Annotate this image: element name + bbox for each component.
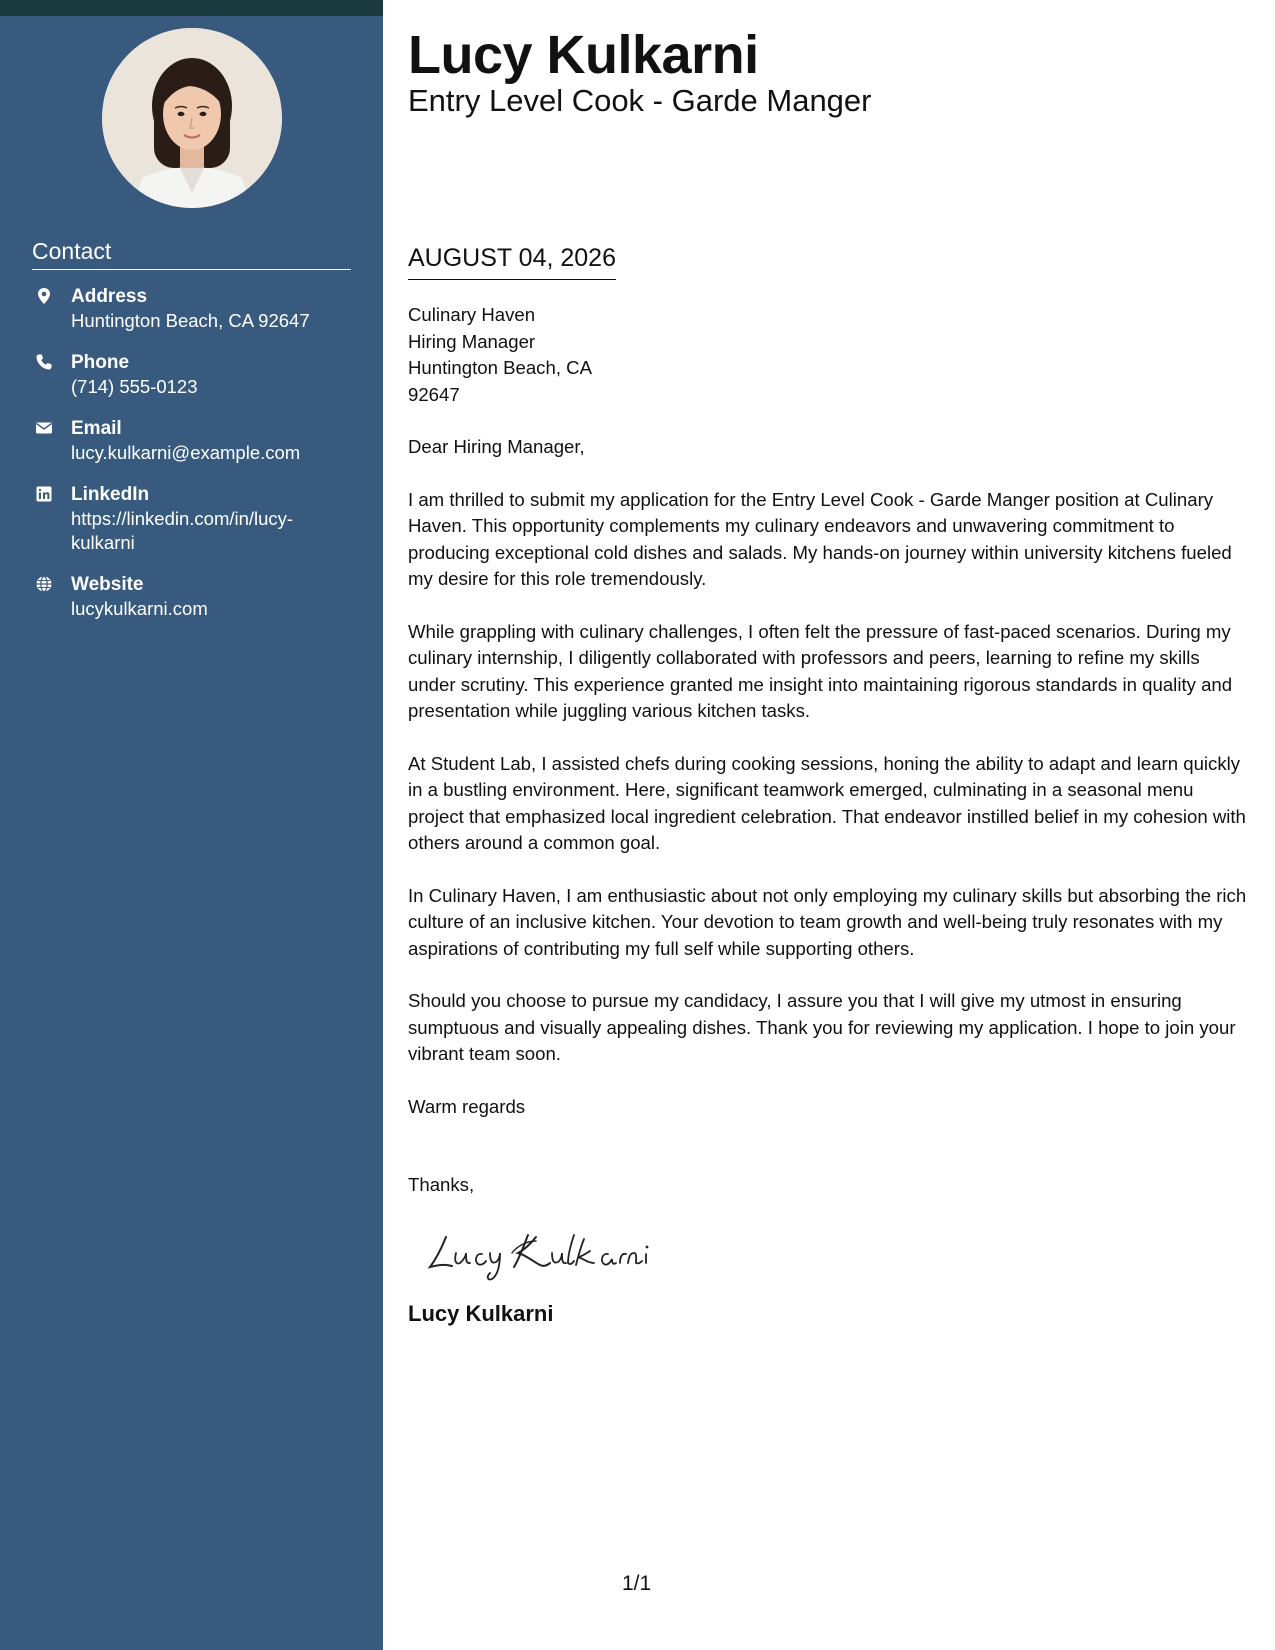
letter-paragraph: Should you choose to pursue my candidacy, I assure you that I will give my utmost in ensuring sumptuous and visually appealing dishes. Thank you for reviewing my application. I hope to join your vibrant team soon. — [408, 990, 1236, 1064]
contact-label: Phone — [71, 352, 130, 373]
avatar — [102, 28, 282, 208]
contact-list — [32, 284, 352, 638]
phone-icon — [35, 353, 53, 371]
closing: Warm regards — [408, 1095, 526, 1117]
contact-label: Email — [71, 418, 122, 439]
contact-value[interactable]: https://linkedin.com/in/lucy-kulkarni — [71, 508, 294, 553]
letter-paragraph: I am thrilled to submit my application for the Entry Level Cook - Garde Manger position at Culinary Haven. This opportunity complements my culinary endeavors and unwavering commitment to producing exceptional cold dishes and salads. My hands-on journey within university kitchens fueled my desire for this role tremendously. — [408, 488, 1232, 589]
salutation: Dear Hiring Manager, — [408, 436, 585, 457]
contact-item-website — [32, 572, 352, 621]
contact-item-address — [32, 284, 352, 333]
letter-paragraph: At Student Lab, I assisted chefs during cooking sessions, honing the ability to adapt and learn quickly in a bustling environment. Here, significant teamwork emerged, culminating in a seasonal menu project that emphasized local ingredient celebration. That endeavor instilled belief in my cohesion with others around a common goal. — [408, 752, 1246, 853]
signer-name: Lucy Kulkarni — [408, 1300, 554, 1326]
letter-paragraph: In Culinary Haven, I am enthusiastic about not only employing my culinary skills but absorbing the rich culture of an inclusive kitchen. Your devotion to team growth and well-being truly resonates with my aspirations of contributing my full self while supporting others. — [408, 884, 1247, 959]
contact-heading: Contact — [32, 238, 351, 270]
recipient-block — [408, 302, 1250, 408]
letter-date: AUGUST 04, 2026 — [408, 244, 616, 280]
applicant-name: Lucy Kulkarni — [408, 25, 759, 85]
globe-icon — [35, 575, 53, 593]
map-pin-icon — [35, 287, 53, 305]
page-number: 1/1 — [622, 1572, 652, 1595]
profile-photo — [102, 28, 282, 208]
handwritten-signature — [424, 1223, 1250, 1283]
contact-label: Website — [71, 574, 144, 595]
sidebar-top-band — [0, 0, 383, 16]
letter-paragraph: While grappling with culinary challenges, I often felt the pressure of fast-paced scenarios. During my culinary internship, I diligently collaborated with professors and peers, learning to refine my skills under scrutiny. This experience granted me insight into maintaining rigorous standards in quality and presentation while juggling various kitchen tasks. — [408, 620, 1233, 721]
contact-value: (714) 555-0123 — [71, 376, 198, 397]
contact-label: Address — [71, 286, 148, 307]
letter-body — [408, 302, 1250, 1327]
linkedin-icon — [35, 485, 53, 503]
contact-item-email — [32, 416, 352, 465]
sidebar — [0, 0, 383, 1650]
contact-item-phone — [32, 350, 352, 399]
contact-item-linkedin — [32, 482, 352, 555]
recipient-line: Culinary Haven — [408, 304, 536, 325]
contact-value[interactable]: lucy.kulkarni@example.com — [71, 442, 301, 463]
thanks-line: Thanks, — [408, 1174, 475, 1195]
recipient-line: Huntington Beach, CA — [408, 357, 592, 378]
recipient-line: Hiring Manager — [408, 330, 536, 352]
job-title: Entry Level Cook - Garde Manger — [408, 83, 872, 118]
contact-label: LinkedIn — [71, 484, 150, 505]
contact-value[interactable]: lucykulkarni.com — [71, 598, 208, 619]
envelope-icon — [35, 419, 53, 437]
recipient-line: 92647 — [408, 383, 460, 405]
contact-value: Huntington Beach, CA 92647 — [71, 310, 310, 331]
